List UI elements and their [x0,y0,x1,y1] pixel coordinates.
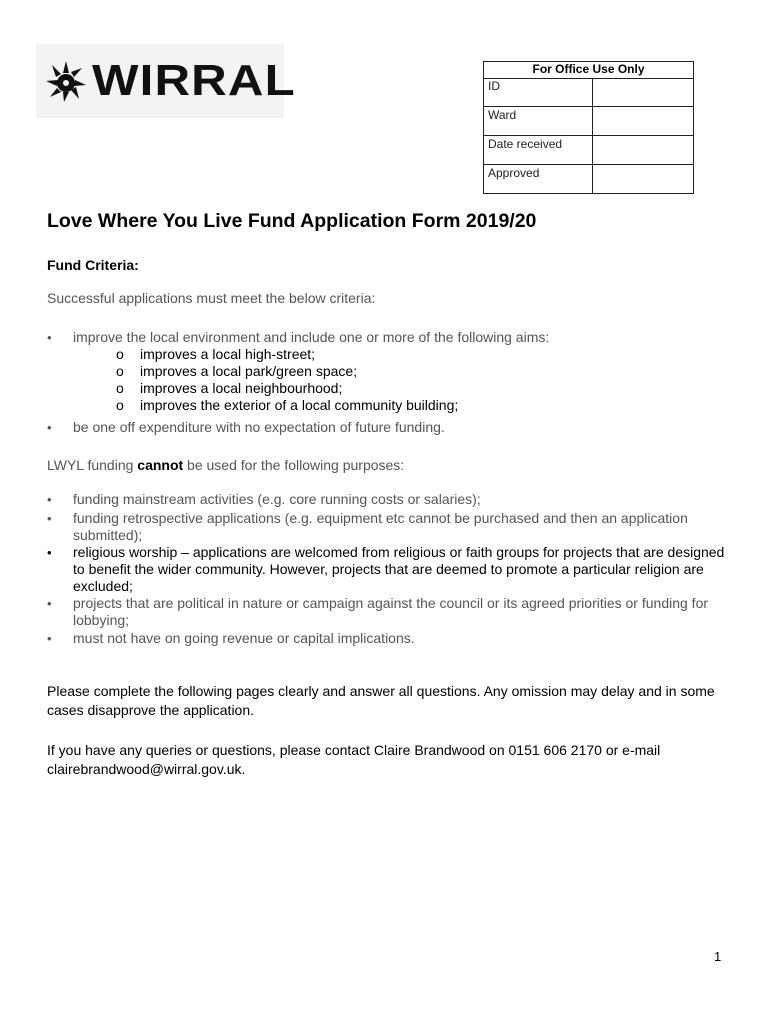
logo-wordmark: WIRRAL [92,56,296,105]
office-id-field[interactable] [593,79,694,107]
bullet-icon: • [47,545,52,560]
cannot-emphasis: cannot [137,457,184,473]
sub-list-item-text: improves the exterior of a local community building; [140,397,459,413]
office-row-label: Approved [484,165,593,194]
cannot-intro-after: be used for the following purposes: [183,457,405,473]
criteria-intro: Successful applications must meet the below criteria: [47,290,376,306]
bullet-icon: • [47,492,52,507]
fund-criteria-heading: Fund Criteria: [47,257,139,273]
list-item-text: religious worship – applications are welcomed from religious or faith groups for projects that are designed to benefit the wider community. However, projects that are deemed to promote a particular religion are excluded; [73,544,725,594]
sub-list-item-text: improves a local neighbourhood; [140,380,343,396]
office-row-label: Date received [484,136,593,165]
bullet-icon: • [47,420,52,435]
office-approved-field[interactable] [593,165,694,194]
wirral-logo [36,44,296,118]
page-title: Love Where You Live Fund Application Form 2019/20 [47,210,537,232]
page-number: 1 [714,949,722,964]
office-use-heading: For Office Use Only [484,62,694,79]
circle-bullet-icon: o [116,380,124,396]
office-date-received-field[interactable] [593,136,694,165]
office-use-table [483,61,694,194]
sub-list-item-text: improves a local park/green space; [140,363,358,379]
office-ward-field[interactable] [593,107,694,136]
bullet-icon: • [47,330,52,345]
office-row-label: Ward [484,107,593,136]
sub-list-item-text: improves a local high-street; [140,346,316,362]
circle-bullet-icon: o [116,363,124,379]
list-item-text: must not have on going revenue or capital implications. [73,630,415,646]
bullet-icon: • [47,511,52,526]
cannot-intro-before: LWYL funding [47,457,138,473]
office-row-label: ID [484,79,593,107]
list-item-text: improve the local environment and include one or more of the following aims: [73,329,550,345]
wirral-emblem-icon [44,59,88,103]
cannot-intro [47,456,404,475]
list-item-text: funding mainstream activities (e.g. core running costs or salaries); [73,491,481,507]
bullet-icon: • [47,596,52,611]
list-item-text: projects that are political in nature or campaign against the council or its agreed priorities or funding for lobbying; [73,595,709,628]
complete-note: Please complete the following pages clearly and answer all questions. Any omission may delay and in some cases disapprove the application. [47,683,715,718]
circle-bullet-icon: o [116,346,124,362]
list-item-text: be one off expenditure with no expectation of future funding. [73,419,445,435]
bullet-icon: • [47,631,52,646]
circle-bullet-icon: o [116,397,124,413]
list-item-text: funding retrospective applications (e.g. equipment etc cannot be purchased and then an application submitted); [73,510,688,543]
contact-note: If you have any queries or questions, please contact Claire Brandwood on 0151 606 2170 or e-mail clairebrandwood@wirral.gov.uk. [47,742,661,777]
